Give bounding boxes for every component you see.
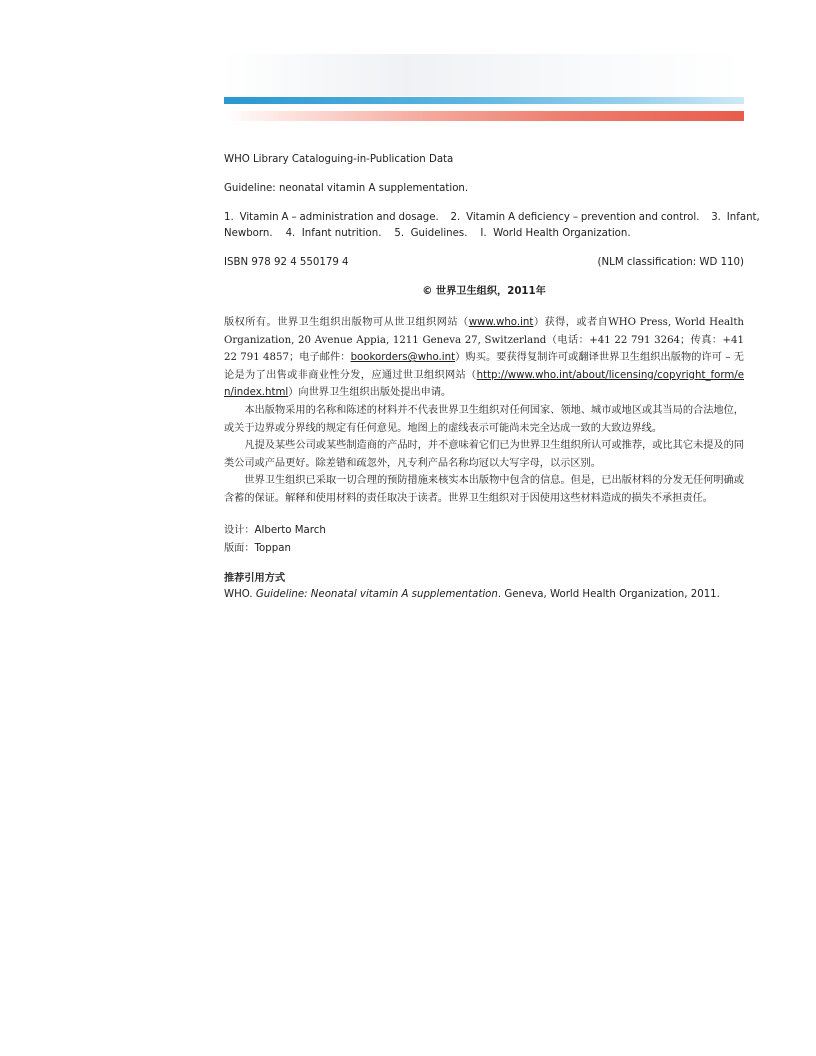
nlm-classification: (NLM classification: WD 110) bbox=[597, 257, 744, 268]
licensing-link[interactable]: http://www.who.int/about/licensing/copyright_form/en/index.html bbox=[224, 369, 744, 399]
citation-text bbox=[224, 587, 744, 603]
citation-suffix: . Geneva, World Health Organization, 2011. bbox=[497, 588, 720, 600]
subject-line-1: 1. Vitamin A – administration and dosage. 2. Vitamin A deficiency – prevention and control. 3. Infant, bbox=[224, 212, 760, 223]
citation-prefix: WHO. bbox=[224, 588, 256, 600]
colophon bbox=[224, 152, 760, 603]
credits bbox=[224, 522, 744, 558]
cataloguing-heading: WHO Library Cataloguing-in-Publication Data bbox=[224, 154, 454, 165]
copyright-notice: © 世界卫生组织，2011年 bbox=[422, 286, 546, 297]
header-red-band bbox=[224, 111, 744, 121]
disclaimer-products: 凡提及某些公司或某些制造商的产品时，并不意味着它们已为世界卫生组织所认可或推荐，或比其它未提及的同类公司或产品更好。除差错和疏忽外，凡专利产品名称均冠以大写字母，以示区别。 bbox=[224, 440, 744, 469]
citation-heading: 推荐引用方式 bbox=[224, 572, 286, 584]
citation-title: Guideline: Neonatal vitamin A supplementation bbox=[255, 588, 498, 600]
catalogue-title: Guideline: neonatal vitamin A supplementation. bbox=[224, 183, 469, 194]
header-blue-band bbox=[224, 97, 744, 104]
disclaimer-liability: 世界卫生组织已采取一切合理的预防措施来核实本出版物中包含的信息。但是，已出版材料的分发无任何明确或含蓄的保证。解释和使用材料的责任取决于读者。世界卫生组织对于因使用这些材料造成的损失不承担责任。 bbox=[224, 475, 744, 504]
disclaimer-boundaries: 本出版物采用的名称和陈述的材料并不代表世界卫生组织对任何国家、领地、城市或地区或其当局的合法地位，或关于边界或分界线的规定有任何意见。地图上的虚线表示可能尚未完全达成一致的大致边界线。 bbox=[224, 404, 744, 434]
header-wash-band bbox=[224, 54, 744, 96]
rights-text-d: ）向世界卫生组织出版处提出申请。 bbox=[288, 387, 452, 399]
subject-line-2: Newborn. 4. Infant nutrition. 5. Guidelines. I. World Health Organization. bbox=[224, 228, 631, 239]
subject-headings bbox=[224, 210, 760, 242]
layout-credit: 版面：Toppan bbox=[224, 542, 291, 554]
isbn: ISBN 978 92 4 550179 4 bbox=[224, 257, 349, 268]
isbn-row bbox=[224, 255, 744, 271]
rights-text-a: 版权所有。世界卫生组织出版物可从世卫组织网站（ bbox=[224, 317, 469, 328]
who-website-link[interactable]: www.who.int bbox=[468, 317, 534, 328]
rights-paragraph bbox=[224, 314, 744, 402]
rights-text-b: ）获得，或者自WHO Press, World Health Organization, 20 Avenue Appia, 1211 Geneva 27, Switzerland（电话：+41 22 791 3264；传真：+41 22 791 4857；电子邮件： bbox=[224, 317, 744, 364]
design-credit: 设计：Alberto March bbox=[224, 524, 326, 536]
bookorders-email-link[interactable]: bookorders@who.int bbox=[350, 352, 456, 364]
rights-text-c: ）购买。要获得复制许可或翻译世界卫生组织出版物的许可 – 无论是为了出售或非商业性分发，应通过世卫组织网站（ bbox=[224, 352, 744, 381]
